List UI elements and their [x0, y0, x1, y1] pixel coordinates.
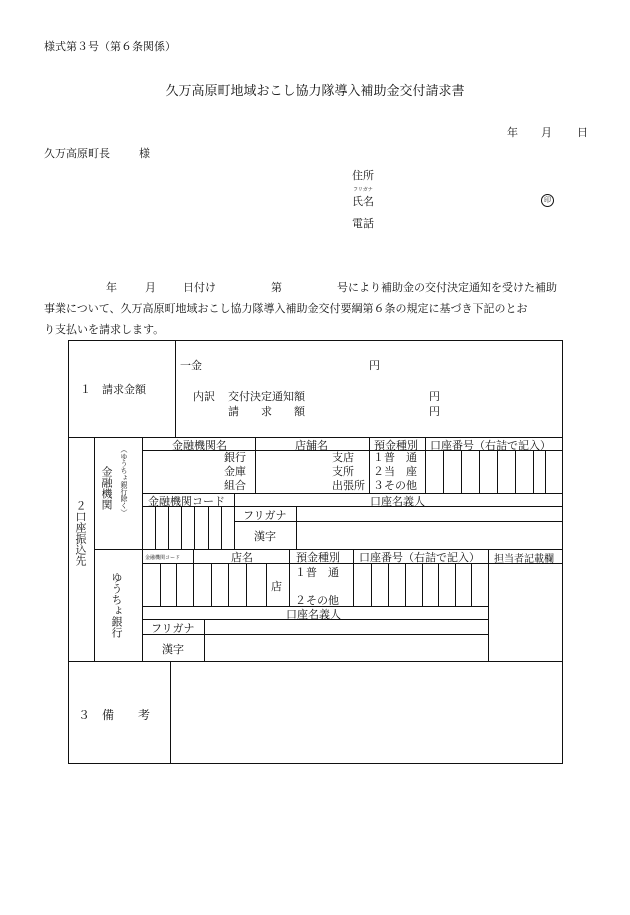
yucho-deposit-ordinary: １普 通 — [295, 566, 339, 579]
institution-type-shinkin: 金庫 — [224, 465, 246, 478]
account-no-header: 口座番号（右詰で記入） — [430, 439, 551, 452]
request-amount-label: 請 求 額 — [228, 405, 305, 418]
branch-header: 店舗名 — [295, 439, 328, 452]
section3-label: ３ 備 考 — [78, 708, 151, 722]
staff-field-header: 担当者記載欄 — [494, 554, 554, 565]
total-prefix: 一金 — [180, 359, 202, 372]
branch-type-list — [332, 451, 365, 493]
yucho-furigana-label: フリガナ — [151, 622, 195, 635]
body-line3: り支払いを請求します。 — [44, 323, 165, 336]
yucho-kanji-label: 漢字 — [162, 643, 184, 656]
date-month-label: 月 — [541, 126, 552, 139]
bank-group-label: 金融機関 — [100, 466, 113, 510]
kanji-label: 漢字 — [254, 530, 276, 543]
institution-header: 金融機関名 — [172, 439, 227, 452]
yucho-deposit-other: ２その他 — [295, 594, 339, 607]
body-line1-rest: 号により補助金の交付決定通知を受けた補助 — [337, 281, 557, 294]
body-number-prefix: 第 — [271, 281, 282, 294]
body-month: 月 — [145, 281, 156, 294]
yucho-account-holder-label: 口座名義人 — [286, 608, 341, 621]
yucho-branch-header: 店名 — [231, 551, 253, 564]
body-line2: 事業について、久万高原町地域おこし協力隊導入補助金交付要綱第６条の規定に基づき下記のとお — [44, 302, 528, 315]
body-date-issued: 日付け — [183, 281, 216, 294]
deposit-type-ordinary: １普 通 — [373, 451, 417, 464]
date-day-label: 日 — [577, 126, 588, 139]
branch-type-suboffice: 出張所 — [332, 479, 365, 492]
yucho-group-label: ゆうちょ銀行 — [110, 572, 123, 638]
section2-label: ２口座振込先 — [74, 500, 87, 566]
document-title: 久万高原町地域おこし協力隊導入補助金交付請求書 — [165, 84, 465, 99]
institution-type-bank: 銀行 — [224, 451, 246, 464]
decision-amount-label: 交付決定通知額 — [228, 390, 305, 403]
body-year: 年 — [106, 281, 117, 294]
deposit-type-list — [373, 451, 417, 493]
institution-type-union: 組合 — [224, 479, 246, 492]
breakdown-label: 内訳 — [193, 390, 215, 403]
decision-yen: 円 — [429, 390, 440, 403]
institution-type-list — [224, 451, 246, 493]
total-yen: 円 — [369, 359, 380, 372]
yucho-branch-suffix: 店 — [271, 580, 282, 593]
phone-label: 電話 — [352, 217, 374, 230]
addressee-honorific: 様 — [139, 147, 150, 160]
institution-code-label: 金融機関コード — [148, 495, 225, 508]
address-label: 住所 — [352, 169, 374, 182]
request-yen: 円 — [429, 405, 440, 418]
branch-type-office: 支所 — [332, 465, 354, 478]
account-holder-label: 口座名義人 — [370, 495, 425, 508]
section1-label: １ 請求金額 — [80, 383, 146, 396]
branch-type-branch: 支店 — [332, 451, 354, 464]
deposit-type-header: 預金種別 — [374, 439, 418, 452]
form-number: 様式第３号（第６条関係） — [44, 40, 176, 53]
yucho-deposit-type-header: 預金種別 — [296, 551, 340, 564]
furigana-label: フリガナ — [243, 509, 287, 522]
deposit-type-current: ２当 座 — [373, 465, 417, 478]
seal-mark: 印 — [541, 194, 554, 207]
yucho-code-header: 金融機関コード — [145, 555, 181, 561]
yucho-account-no-header: 口座番号（右詰で記入） — [359, 551, 480, 564]
bank-group-note: （ゆうちょ銀行除く） — [120, 446, 128, 516]
deposit-type-other: ３その他 — [373, 479, 417, 492]
name-label: 氏名 — [352, 195, 374, 208]
date-year-label: 年 — [507, 126, 518, 139]
addressee-name: 久万高原町長 — [44, 147, 110, 160]
name-furigana-label: フリガナ — [353, 187, 373, 193]
